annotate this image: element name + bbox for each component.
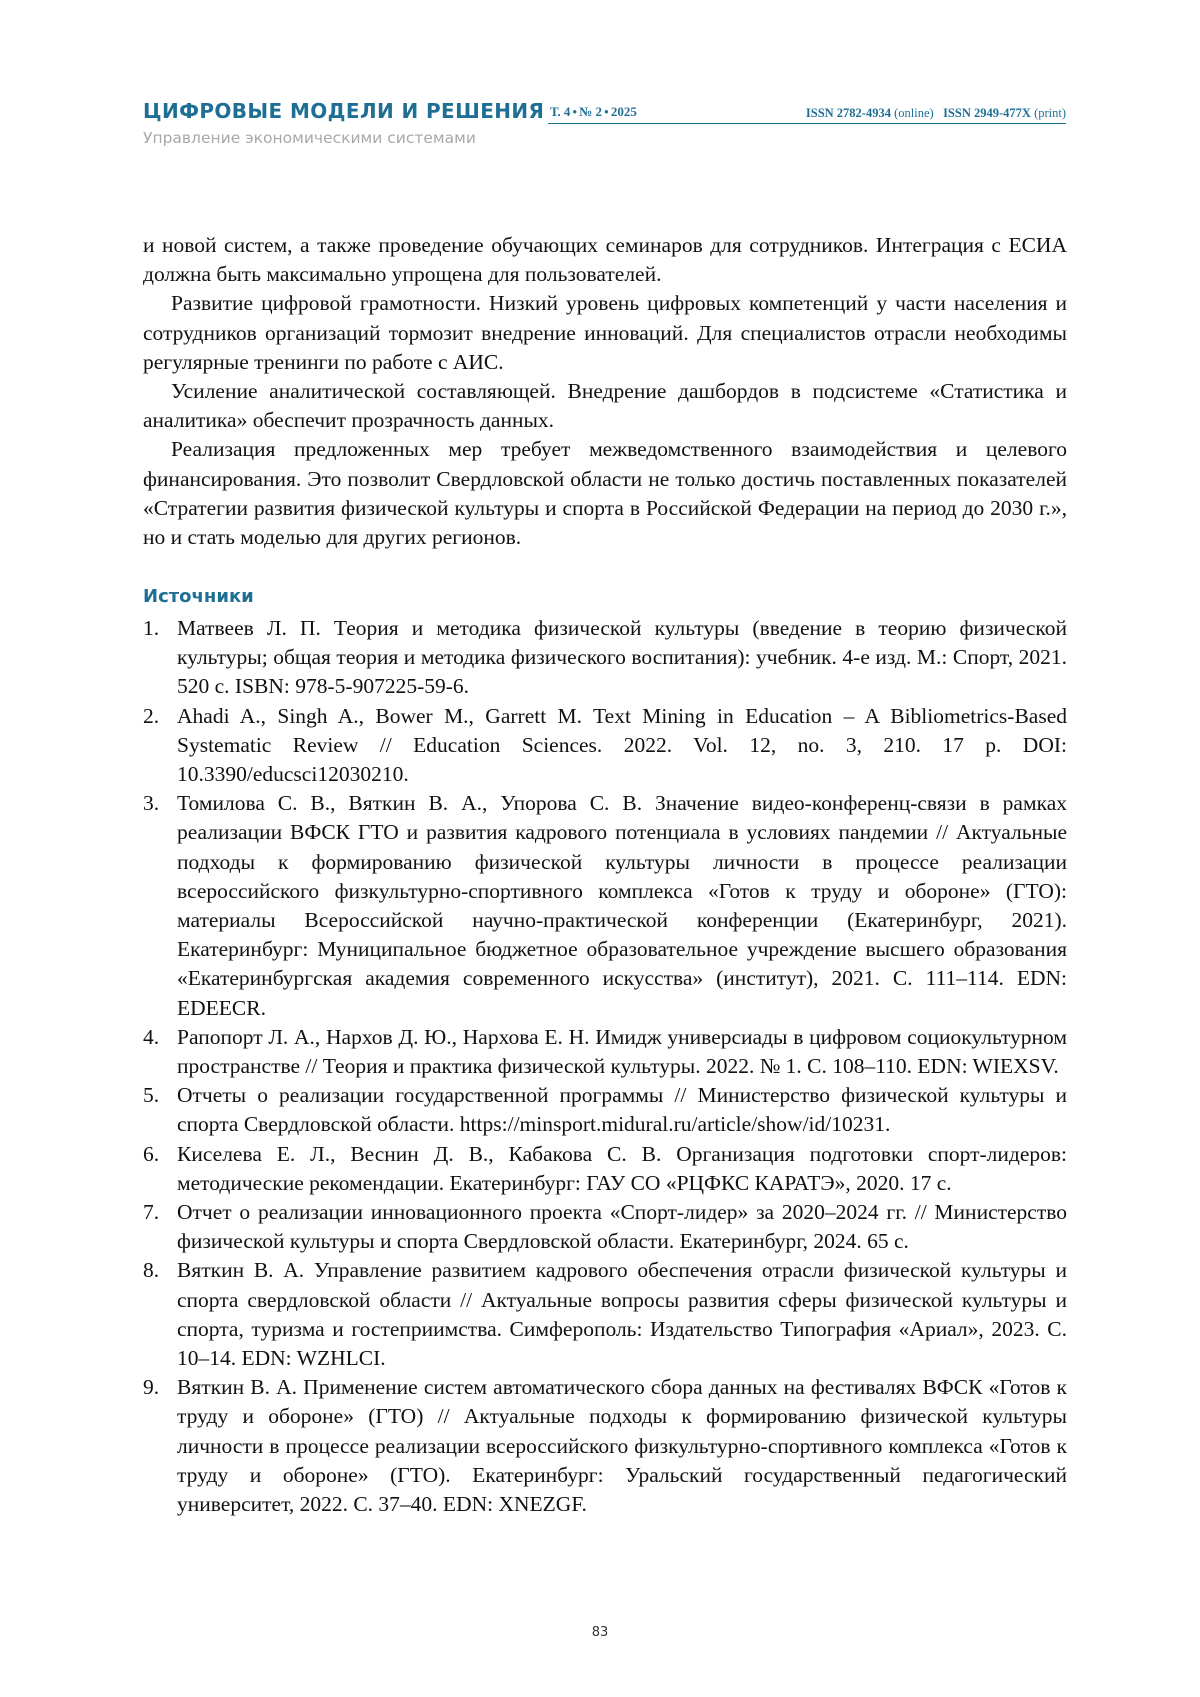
page-number: 83 — [591, 1625, 609, 1640]
body-paragraph: и новой систем, а также проведение обучающих семинаров для сотрудников. Интеграция с ЕСИА должна быть максимально упрощена для пользователей. — [143, 233, 1067, 287]
reference-item — [143, 1198, 1067, 1256]
reference-text: Отчеты о реализации государственной программы // Министерство физической культуры и спорта Свердловской области. https://minsport.midural.ru/article/show/id/10231. — [177, 1083, 1067, 1137]
header-meta-rule — [548, 102, 1066, 124]
reference-item — [143, 1140, 1067, 1198]
separator-dot-icon: ● — [604, 107, 609, 116]
reference-text: Киселева Е. Л., Веснин Д. В., Кабакова С. В. Организация подготовки спорт-лидеров: методические рекомендации. Екатеринбург: ГАУ СО «РЦФКС КАРАТЭ», 2020. 17 с. — [177, 1141, 1067, 1195]
reference-number: 9. — [143, 1375, 160, 1400]
reference-item — [143, 614, 1067, 702]
sources-heading: Источники — [143, 586, 254, 607]
reference-number: 2. — [143, 703, 160, 728]
journal-subtitle: Управление экономическими системами — [143, 129, 476, 147]
issue: № 2 — [579, 104, 603, 119]
year: 2025 — [610, 104, 637, 119]
volume: Т. 4 — [550, 104, 571, 119]
reference-number: 6. — [143, 1141, 160, 1166]
reference-number: 4. — [143, 1024, 160, 1049]
reference-item — [143, 1373, 1067, 1519]
issn-online-label: (online) — [894, 106, 934, 120]
reference-text: Рапопорт Л. А., Нархов Д. Ю., Нархова Е. Н. Имидж универсиады в цифровом социокультурном пространстве // Теория и практика физической культуры. 2022. № 1. С. 108–110. EDN: WIEXSV. — [177, 1024, 1067, 1079]
body-paragraph: Усиление аналитической составляющей. Внедрение дашбордов в подсистеме «Статистика и аналитика» обеспечит прозрачность данных. — [143, 379, 1067, 433]
reference-text: Томилова С. В., Вяткин В. А., Упорова С. В. Значение видео-конференц-связи в рамках реализации ВФСК ГТО и развития кадрового потенциала в условиях пандемии // Актуальные подходы к формированию физической культуры личности в процессе реализации всероссийского физкультурно-спортивного комплекса «Готов к труду и обороне» (ГТО): материалы Всероссийской научно-практической конференции (Екатеринбург, 2021). Екатеринбург: Муниципальное бюджетное образовательное учреждение высшего образования «Екатеринбургская академия современного искусства» (институт), 2021. С. 111–114. EDN: EDEECR. — [177, 791, 1067, 1020]
reference-number: 5. — [143, 1083, 160, 1108]
reference-text: Вяткин В. А. Управление развитием кадрового обеспечения отрасли физической культуры и спорта свердловской области // Актуальные вопросы развития сферы физической культуры и спорта, туризма и гостеприимства. Симферополь: Издательство Типография «Ариал», 2023. С. 10–14. EDN: WZHLCI. — [177, 1258, 1067, 1371]
reference-text: Ahadi A., Singh A., Bower M., Garrett M. Text Mining in Education – A Bibliometrics-Based Systematic Review // Education Sciences. 2022. Vol. 12, no. 3, 210. 17 p. DOI: 10.3390/educsci12030210. — [177, 703, 1067, 787]
reference-list — [143, 614, 1067, 1519]
body-paragraph: Реализация предложенных мер требует межведомственного взаимодействия и целевого финансирования. Это позволит Свердловской области не только достичь поставленных показателей «Стратегии развития физической культуры и спорта в Российской Федерации на период до 2030 г.», но и стать моделью для других регионов. — [143, 437, 1067, 550]
reference-item — [143, 702, 1067, 790]
reference-text: Матвеев Л. П. Теория и методика физической культуры (введение в теорию физической культуры; общая теория и методика физического воспитания): учебник. 4-е изд. М.: Спорт, 2021. 520 с. ISBN: 978-5-907225-59-6. — [177, 616, 1067, 699]
article-body — [143, 231, 1067, 552]
reference-item — [143, 1081, 1067, 1139]
reference-number: 3. — [143, 791, 160, 816]
issn-print-number: ISSN 2949-477X — [943, 106, 1031, 120]
reference-text: Вяткин В. А. Применение систем автоматического сбора данных на фестивалях ВФСК «Готов к труду и обороне» (ГТО) // Актуальные подходы к формированию физической культуры личности в процессе реализации всероссийского физкультурно-спортивного комплекса «Готов к труду и обороне» (ГТО). Екатеринбург: Уральский государственный педагогический университет, 2022. С. 37–40. EDN: XNEZGF. — [177, 1375, 1067, 1517]
reference-item — [143, 1023, 1067, 1081]
separator-dot-icon: ● — [572, 107, 578, 116]
volume-issue — [550, 104, 637, 120]
issn-online-number: ISSN 2782-4934 — [805, 106, 891, 120]
reference-text: Отчет о реализации инновационного проекта «Спорт-лидер» за 2020–2024 гг. // Министерство физической культуры и спорта Свердловской области. Екатеринбург, 2024. 65 с. — [177, 1200, 1067, 1254]
reference-number: 1. — [143, 616, 160, 640]
reference-item — [143, 789, 1067, 1023]
reference-number: 7. — [143, 1200, 160, 1225]
reference-number: 8. — [143, 1258, 160, 1283]
issn-block — [806, 106, 1066, 121]
body-paragraph: Развитие цифровой грамотности. Низкий уровень цифровых компетенций у части населения и сотрудников организаций тормозит внедрение инноваций. Для специалистов отрасли необходимы регулярные тренинги по работе с АИС. — [143, 291, 1067, 374]
journal-title: ЦИФРОВЫЕ МОДЕЛИ И РЕШЕНИЯ — [143, 99, 545, 123]
reference-item — [143, 1256, 1067, 1373]
issn-print-label: (print) — [1034, 106, 1066, 120]
